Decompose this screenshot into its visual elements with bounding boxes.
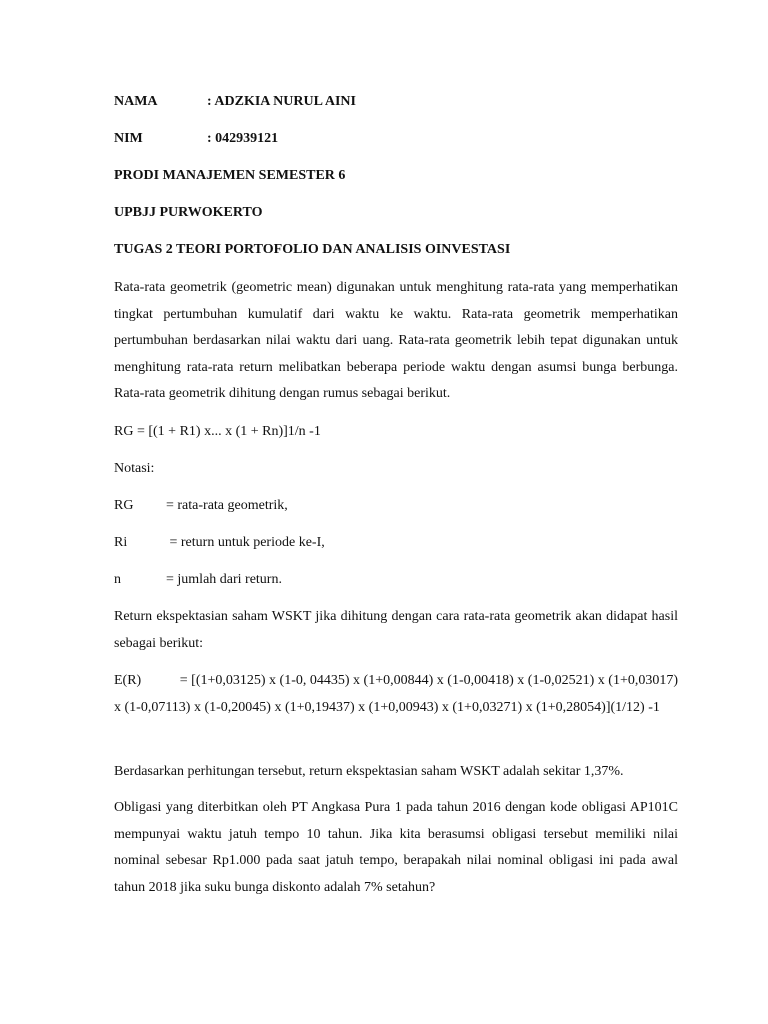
notation-n-desc: = jumlah dari return. xyxy=(166,572,282,587)
notation-rg xyxy=(114,498,288,514)
notation-rg-symbol: RG xyxy=(114,498,134,513)
study-program-line: PRODI MANAJEMEN SEMESTER 6 xyxy=(114,168,346,183)
intro-paragraph: Rata-rata geometrik (geometric mean) digunakan untuk menghitung rata-rata yang memperhatikan tingkat pertumbuhan kumulatif dari waktu ke waktu. Rata-rata geometrik memperhatikan pertumbuhan berdasarkan nilai waktu dari uang. Rata-rata geometrik lebih tepat digunakan untuk menghitung rata-rata return melibatkan beberapa periode waktu dengan asumsi bunga berbunga. Rata-rata geometrik dihitung dengan rumus sebagai berikut. xyxy=(114,280,678,402)
upbjj-line: UPBJJ PURWOKERTO xyxy=(114,205,263,220)
conclusion-paragraph: Berdasarkan perhitungan tersebut, return ekspektasian saham WSKT adalah sekitar 1,37%. xyxy=(114,764,624,779)
student-nim-line xyxy=(114,131,278,147)
student-name-label: NAMA xyxy=(114,94,158,109)
notation-title: Notasi: xyxy=(114,461,155,476)
student-name-value: : ADZKIA NURUL AINI xyxy=(207,94,356,109)
notation-rg-desc: = rata-rata geometrik, xyxy=(166,498,288,513)
student-name-line xyxy=(114,94,356,110)
bond-question-paragraph: Obligasi yang diterbitkan oleh PT Angkasa Pura 1 pada tahun 2016 dengan kode obligasi AP101C mempunyai waktu jatuh tempo 10 tahun. Jika kita berasumsi obligasi tersebut memiliki nilai nominal sebesar Rp1.000 pada saat jatuh tempo, berapakah nilai nominal obligasi ini pada awal tahun 2018 jika suku bunga diskonto adalah 7% setahun? xyxy=(114,800,678,895)
notation-n-symbol: n xyxy=(114,572,121,587)
return-intro-paragraph: Return ekspektasian saham WSKT jika dihitung dengan cara rata-rata geometrik akan didapat hasil sebagai berikut: xyxy=(114,609,678,651)
notation-ri-symbol: Ri xyxy=(114,535,128,550)
notation-ri-desc: = return untuk periode ke-I, xyxy=(166,535,325,550)
notation-ri xyxy=(114,535,325,551)
geometric-formula: RG = [(1 + R1) x... x (1 + Rn)]1/n -1 xyxy=(114,424,321,439)
notation-n xyxy=(114,572,282,588)
student-nim-label: NIM xyxy=(114,131,143,146)
assignment-title: TUGAS 2 TEORI PORTOFOLIO DAN ANALISIS OINVESTASI xyxy=(114,242,511,257)
student-nim-value: : 042939121 xyxy=(207,131,279,146)
expected-return-calculation: E(R) = [(1+0,03125) x (1-0, 04435) x (1+0,00844) x (1-0,00418) x (1-0,02521) x (1+0,03017) x (1-0,07113) x (1-0,20045) x (1+0,19437) x (1+0,00943) x (1+0,03271) x (1+0,28054)](1/12) -1 xyxy=(114,673,682,715)
